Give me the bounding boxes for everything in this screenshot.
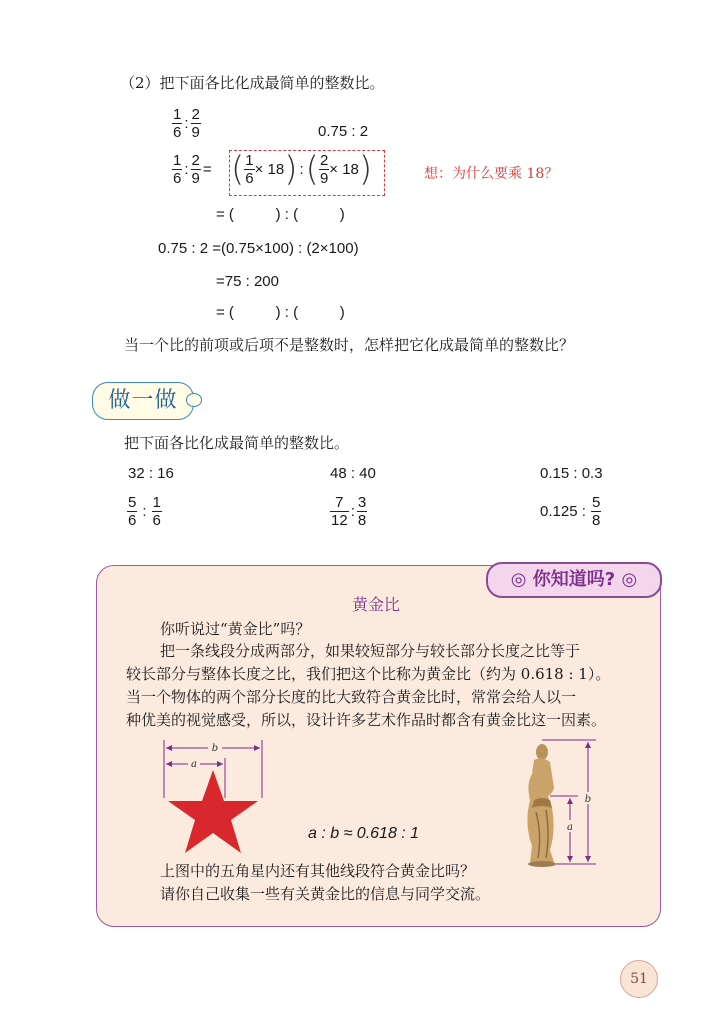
panel-paragraph: 你听说过“黄金比”吗？ (160, 620, 311, 638)
fraction: $\frac{1}{6}$ (173, 106, 182, 141)
statue-figure (512, 738, 608, 868)
panel-paragraph: 把一条线段分成两部分，如果较短部分与较长部分长度之比等于 (160, 642, 581, 660)
decimal-step-1: 0.75 : 2 =(0.75×100) : (2×100) (158, 240, 359, 257)
panel-question: 上图中的五角星内还有其他线段符合黄金比吗？ (160, 862, 476, 880)
panel-paragraph: 当一个物体的两个部分长度的比大致符合黄金比时，常常会给人以一 (126, 688, 577, 706)
answer-blank-1: = ( ) : ( ) (216, 206, 345, 223)
svg-text:a: a (567, 822, 573, 833)
svg-text:b: b (584, 794, 592, 805)
exercise-instruction: 把下面各比化成最简单的整数比。 (124, 434, 350, 452)
golden-ratio-formula: a : b ≈ 0.618 : 1 (308, 825, 420, 842)
expanded-expression: ( $\frac{1}{6}$ × 18) :( $\frac{2}{9}$ × 18) (231, 149, 373, 190)
label-a: a (191, 759, 197, 770)
panel-question: 请你自己收集一些有关黄金比的信息与同学交流。 (160, 885, 491, 903)
panel-title: 黄金比 (352, 595, 401, 614)
exercise-item: $\frac{7}{12}$ : $\frac{3}{8}$ (331, 494, 367, 529)
venus-statue-illustration (527, 744, 556, 867)
exercise-item: 0.15 : 0.3 (540, 465, 603, 482)
page-number: 51 (620, 960, 658, 998)
exercise-item: 32 : 16 (128, 465, 174, 482)
example-1-step: $\frac{1}{6}$ : $\frac{2}{9}$ = (173, 152, 212, 187)
section-heading: （2）把下面各比化成最简单的整数比。 (120, 74, 385, 92)
label-tail-decoration (186, 393, 202, 407)
exercise-item: 48 : 40 (330, 465, 376, 482)
panel-paragraph: 较长部分与整体长度之比，我们把这个比称为黄金比（约为 0.618 : 1）。 (126, 665, 611, 683)
label-b: b (211, 743, 219, 754)
question-text: 当一个比的前项或后项不是整数时，怎样把它化成最简单的整数比？ (124, 336, 575, 354)
panel-paragraph: 种优美的视觉感受，所以，设计许多艺术作品时都含有黄金比这一因素。 (126, 711, 607, 729)
answer-blank-2: = ( ) : ( ) (216, 304, 345, 321)
did-you-know-badge: ◎ 你知道吗? ◎ (486, 562, 662, 598)
decimal-step-2: =75 : 200 (216, 273, 279, 290)
example-1-ratio: $\frac{1}{6}$ : $\frac{2}{9}$ (173, 106, 200, 141)
star-shape (168, 770, 258, 853)
exercise-item: $\frac{5}{6}$ : $\frac{1}{6}$ (128, 494, 161, 529)
star-figure (158, 738, 270, 856)
hint-note: 想：为什么要乘 18？ (424, 166, 559, 182)
section-label-zuoyizuo: 做一做 (92, 382, 194, 420)
exercise-item: 0.125 : $\frac{5}{8}$ (540, 494, 601, 529)
fraction: $\frac{2}{9}$ (191, 106, 200, 141)
example-2-ratio: 0.75 : 2 (318, 123, 369, 140)
